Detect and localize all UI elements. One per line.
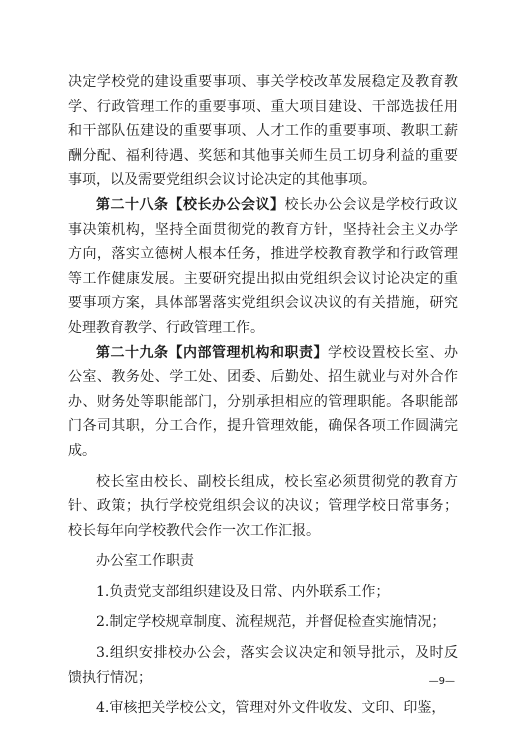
office-duties-title: 办公室工作职责	[96, 553, 194, 570]
duty-item-1: 1.负责党支部组织建设及日常、内外联系工作；	[96, 583, 390, 600]
article-29-heading: 第二十九条【内部管理机构和职责】	[96, 344, 328, 361]
article-29	[68, 341, 458, 464]
page-number: —9—	[428, 676, 455, 687]
duty-item-4: 4.审核把关学校公文，管理对外文件收发、文印、印鉴，	[96, 700, 446, 717]
paragraph-principal-office: 校长室由校长、副校长组成，校长室必须贯彻党的教育方针、政策；执行学校党组织会议的决议；管理学校日常事务；校长每年向学校教代会作一次工作汇报。	[68, 473, 458, 539]
duty-item-3: 3.组织安排校办公会，落实会议决定和领导批示，及时反馈执行情况；	[68, 645, 458, 686]
article-28-heading: 第二十八条【校长办公会议】	[96, 196, 285, 213]
article-29-body: 学校设置校长室、办公室、教务处、学工处、团委、后勤处、招生就业与对外合作办、财务处等职能部门，分别承担相应的管理职能。各职能部门各司其职，分工合作，提升管理效能，确保各项工作圆满完成。	[68, 344, 458, 459]
paragraph-party-matters: 决定学校党的建设重要事项、事关学校改革发展稳定及教育教学、行政管理工作的重要事项、重大项目建设、干部选拔任用和干部队伍建设的重要事项、人才工作的重要事项、教职工薪酬分配、福利待遇、奖惩和其他事关师生员工切身利益的重要事项，以及需要党组织会议讨论决定的其他事项。	[68, 74, 458, 189]
article-28-body: 校长办公会议是学校行政议事决策机构，坚持全面贯彻党的教育方针，坚持社会主义办学方向，落实立德树人根本任务，推进学校教育教学和行政管理等工作健康发展。主要研究提出拟由党组织会议讨论决定的重要事项方案，具体部署落实党组织会议决议的有关措施，研究处理教育教学、行政管理工作。	[68, 196, 458, 336]
duty-item-2: 2.制定学校规章制度、流程规范，并督促检查实施情况；	[96, 614, 446, 631]
document-page	[68, 70, 458, 721]
article-28	[68, 193, 458, 341]
